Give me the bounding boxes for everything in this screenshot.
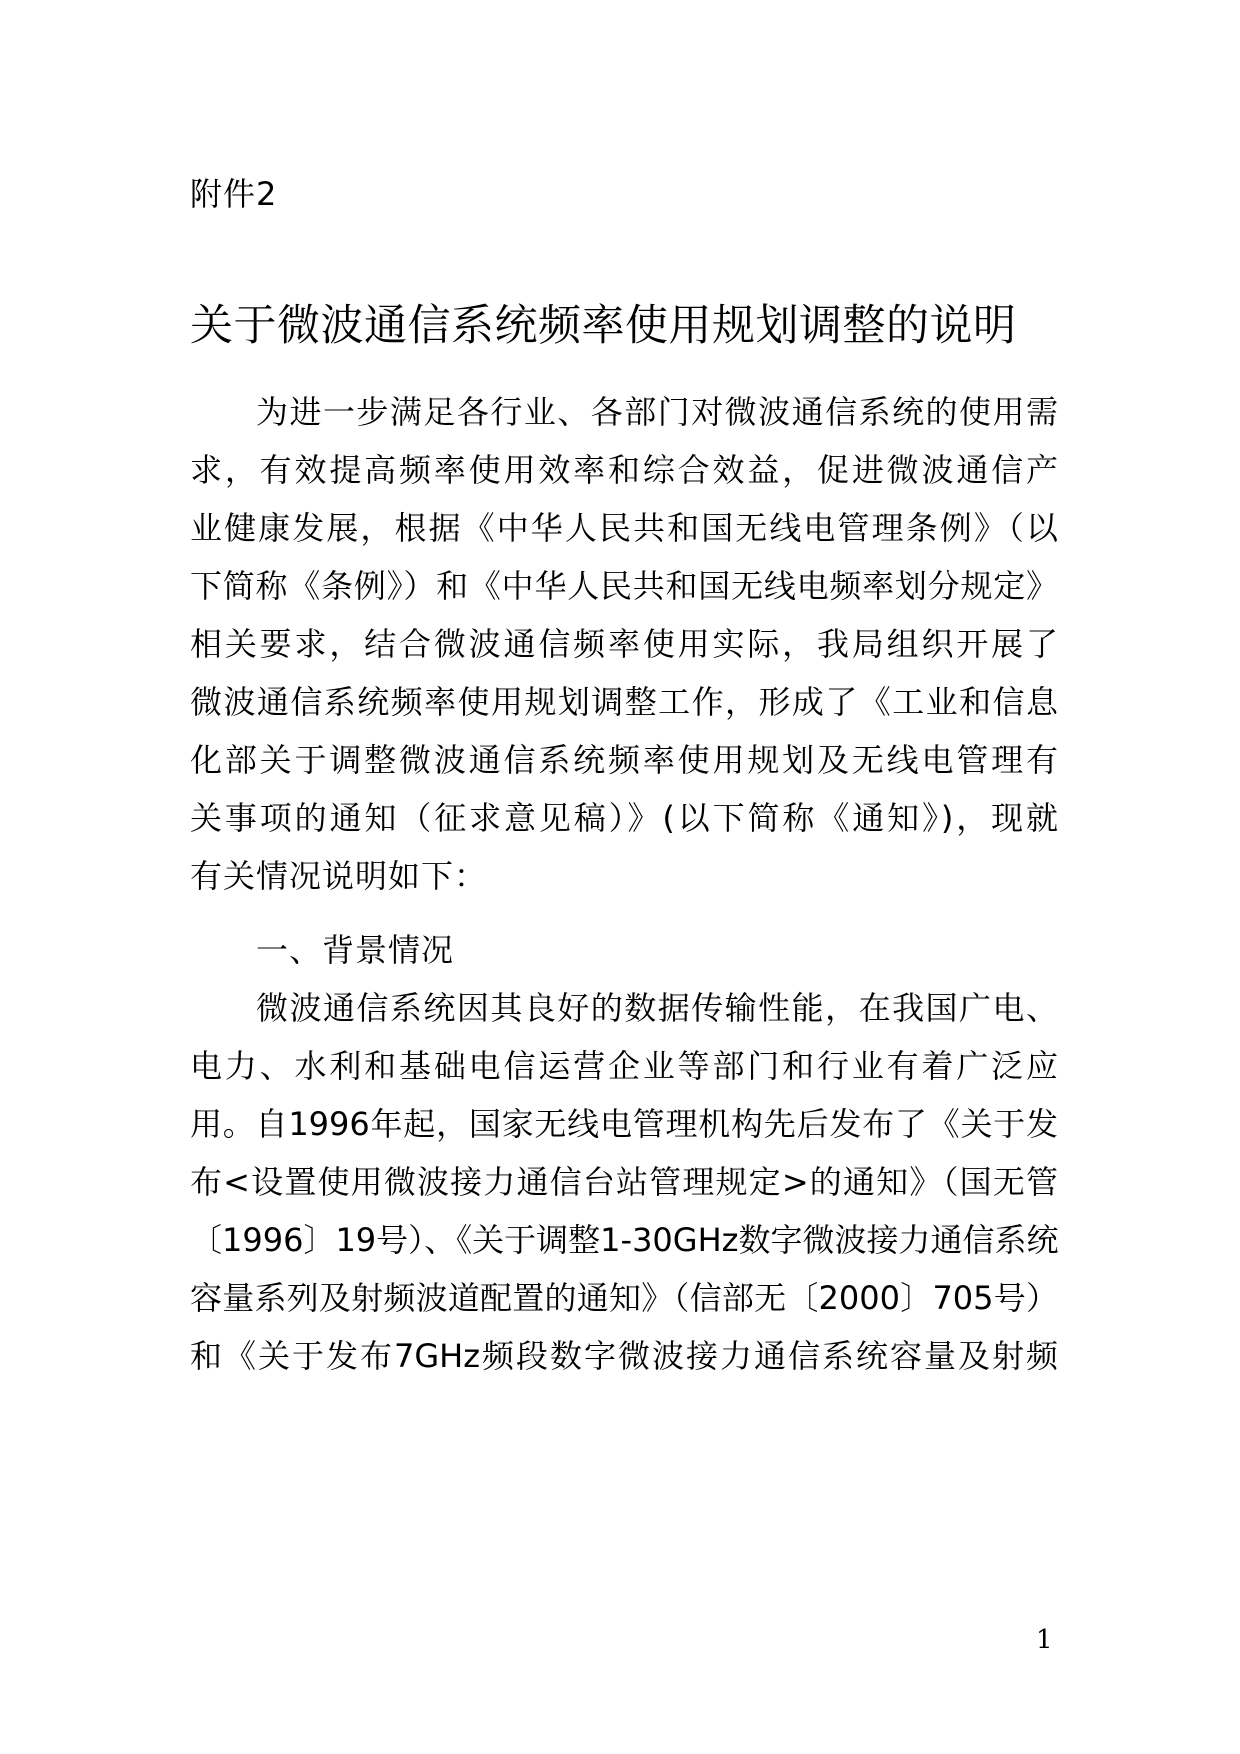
paragraph-line: 关事项的通知（征求意见稿）》(以下简称《通知》)，现就 <box>190 799 1058 837</box>
attachment-label: 附件2 <box>190 175 278 213</box>
page-number: 1 <box>1036 1625 1053 1655</box>
paragraph-line: 微波通信系统因其良好的数据传输性能，在我国广电、 <box>256 989 1058 1027</box>
paragraph-line: 微波通信系统频率使用规划调整工作，形成了《工业和信息 <box>190 683 1058 721</box>
paragraph-line: 下简称《条例》）和《中华人民共和国无线电频率划分规定》 <box>190 567 1058 605</box>
paragraph-line: 〔1996〕19号）、《关于调整1-30GHz数字微波接力通信系统 <box>190 1221 1059 1259</box>
paragraph-line: 化部关于调整微波通信系统频率使用规划及无线电管理有 <box>190 741 1058 779</box>
paragraph-line: 容量系列及射频波道配置的通知》（信部无〔2000〕705号） <box>190 1279 1058 1317</box>
paragraph-line: 相关要求，结合微波通信频率使用实际，我局组织开展了 <box>190 625 1058 663</box>
paragraph-line: 为进一步满足各行业、各部门对微波通信系统的使用需 <box>256 393 1058 431</box>
paragraph-line: 用。自1996年起，国家无线电管理机构先后发布了《关于发 <box>190 1105 1058 1143</box>
paragraph-line: 业健康发展，根据《中华人民共和国无线电管理条例》（以 <box>190 509 1058 547</box>
paragraph-line: 有关情况说明如下： <box>190 857 488 895</box>
paragraph-line: 和《关于发布7GHz频段数字微波接力通信系统容量及射频 <box>190 1337 1058 1375</box>
section-heading: 一、背景情况 <box>256 931 455 969</box>
document-title: 关于微波通信系统频率使用规划调整的说明 <box>190 301 1017 351</box>
paragraph-line: 布<设置使用微波接力通信台站管理规定>的通知》（国无管 <box>190 1163 1058 1201</box>
paragraph-line: 求，有效提高频率使用效率和综合效益，促进微波通信产 <box>190 451 1058 489</box>
paragraph-line: 电力、水利和基础电信运营企业等部门和行业有着广泛应 <box>190 1047 1058 1085</box>
